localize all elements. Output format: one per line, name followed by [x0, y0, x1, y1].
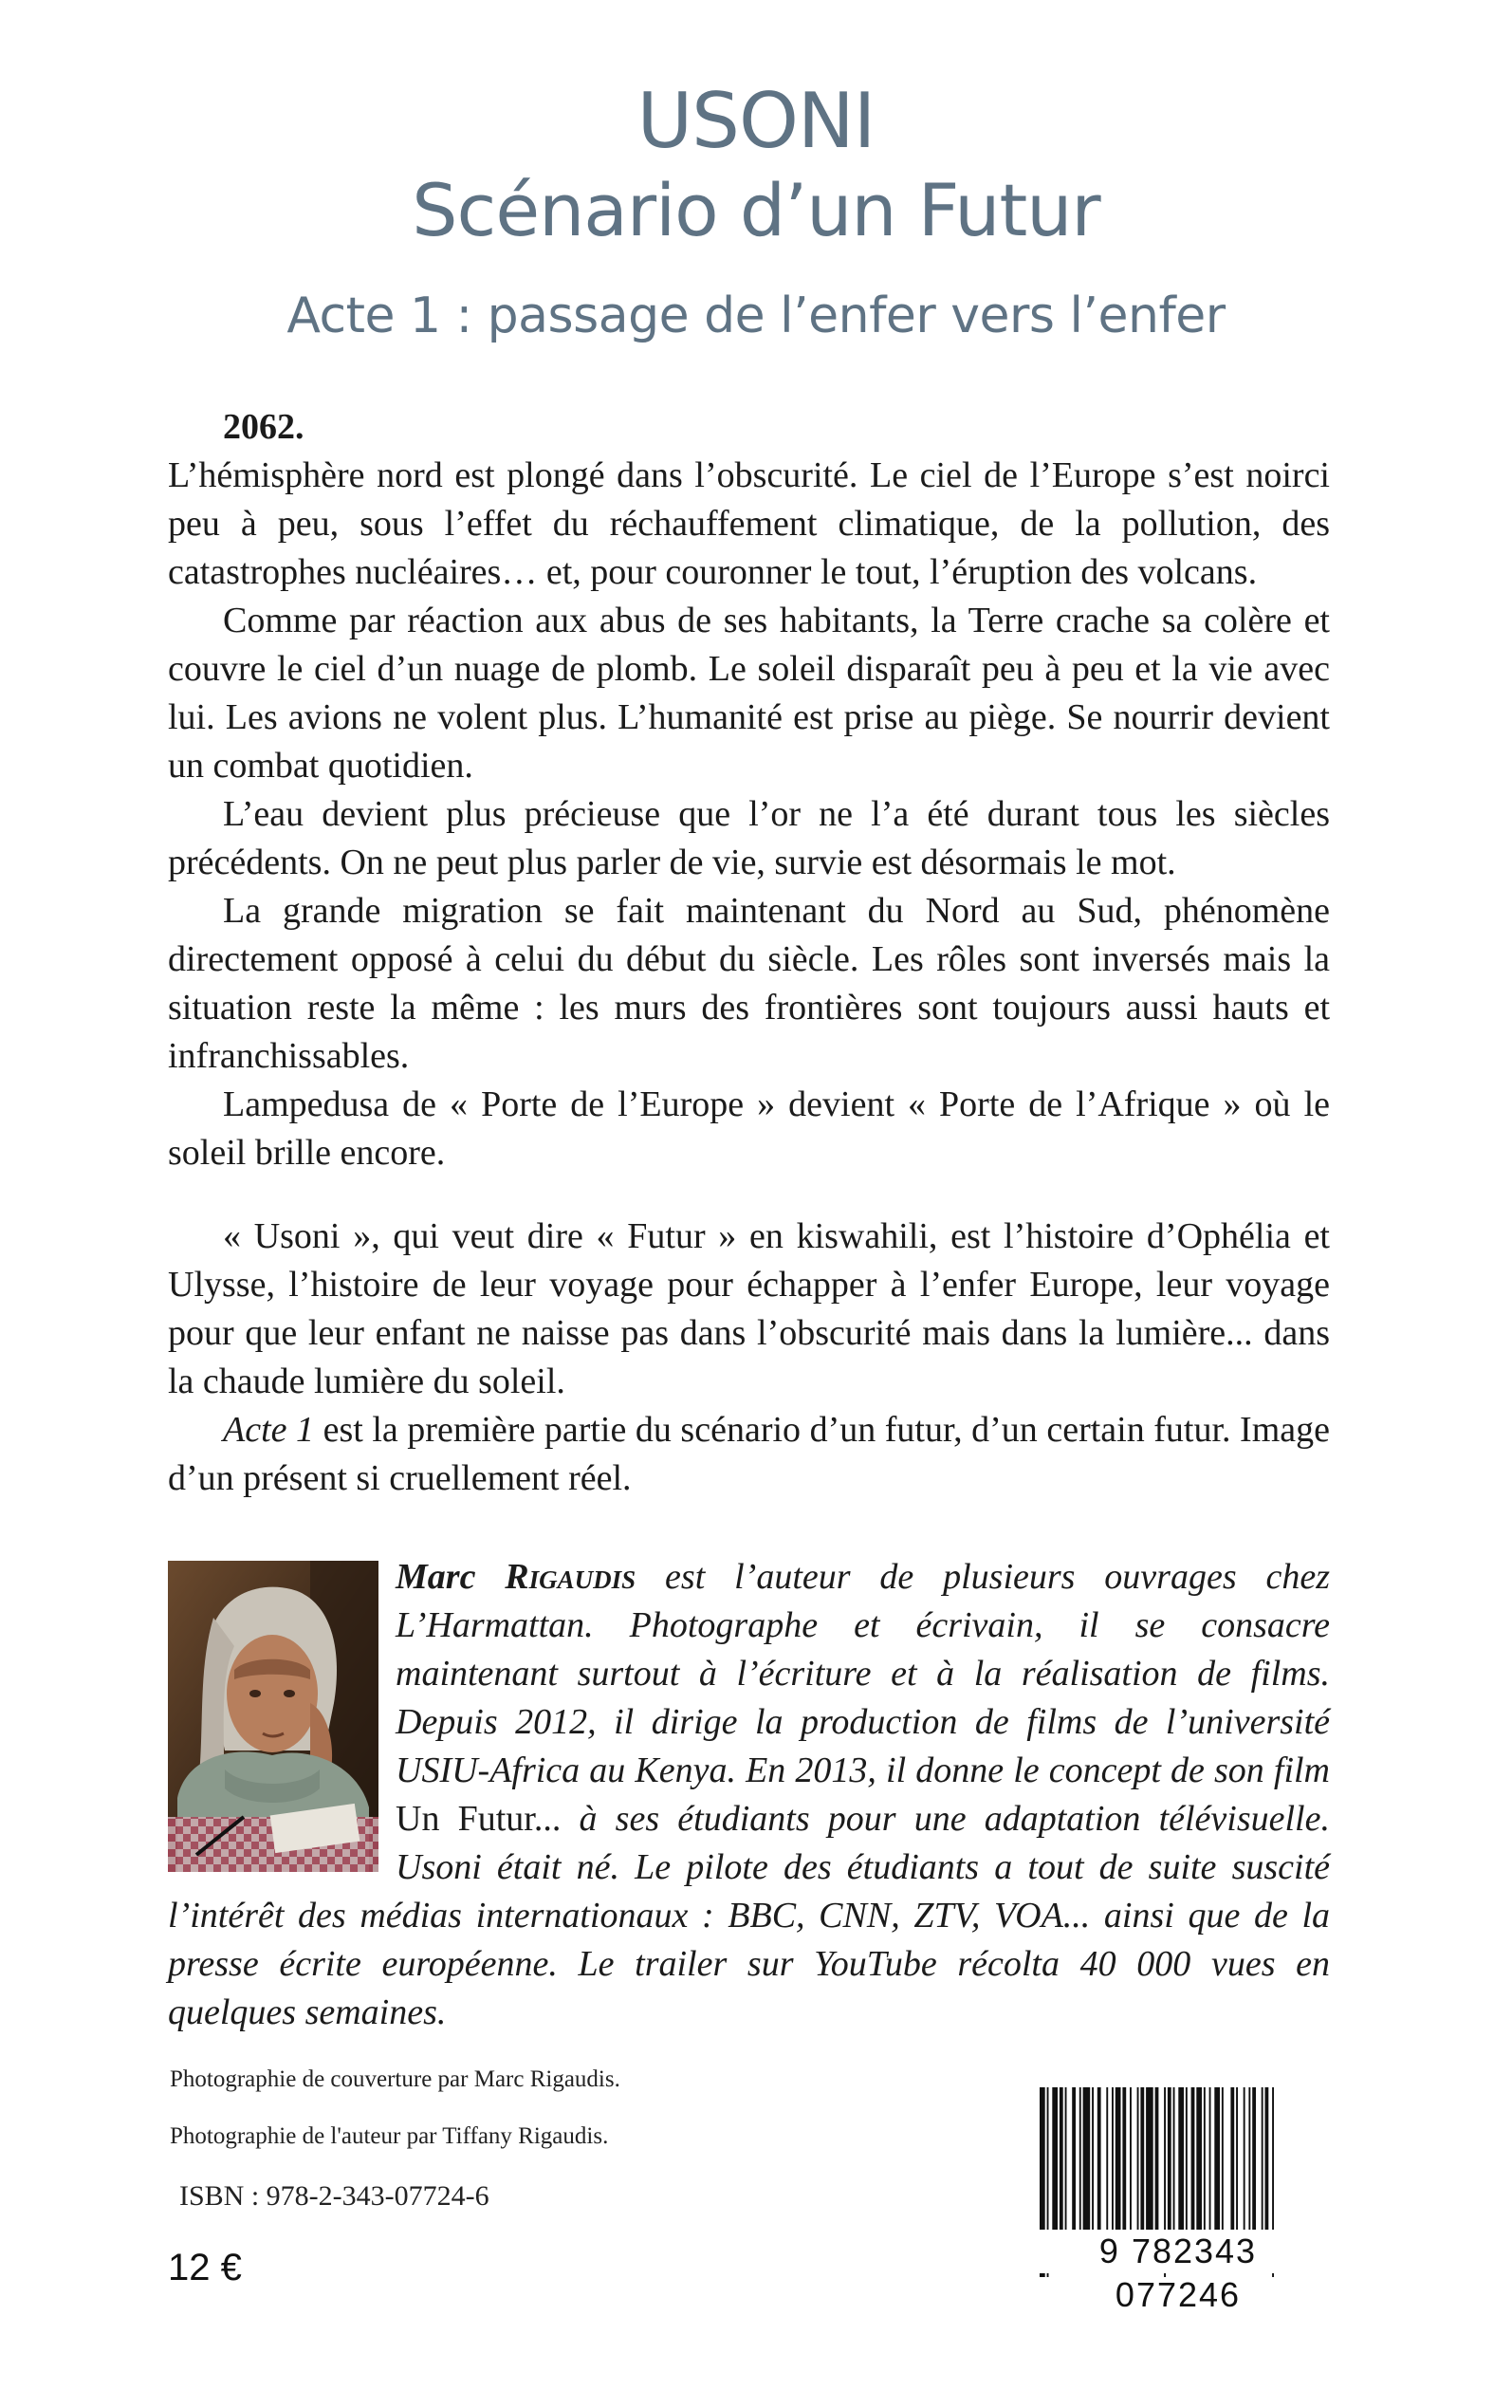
barcode-bar	[1137, 2087, 1139, 2230]
story-paragraph-2	[168, 1406, 1330, 1503]
barcode-bar	[1196, 2087, 1202, 2230]
barcode-bar	[1112, 2087, 1114, 2230]
story-paragraph-1: « Usoni », qui veut dire « Futur » en kiswahili, est l’histoire d’Ophélia et Ulysse, l’histoire de leur voyage pour échapper à l’enfer Europe, leur voyage pour que leur enfant ne naisse pas dans l’obscurité mais dans la lumière... dans la chaude lumière du soleil.	[168, 1216, 1330, 1401]
author-photo-credit: Photographie de l'auteur par Tiffany Rigaudis.	[170, 2123, 609, 2149]
author-name	[396, 1557, 636, 1597]
intro-paragraph-4: La grande migration se fait maintenant du Nord au Sud, phénomène directement opposé à celui du début du siècle. Les rôles sont inversés mais la situation reste la même : les murs des frontières sont toujours aussi hauts et infranchissables.	[168, 891, 1330, 1076]
barcode-bar	[1155, 2087, 1159, 2230]
intro-paragraph-1: L’hémisphère nord est plongé dans l’obscurité. Le ciel de l’Europe s’est noirci peu à peu, sous l’effet du réchauffement climatique, de la pollution, des catastrophes nucléaires… et, pour couronner le tout, l’éruption des volcans.	[168, 455, 1330, 592]
barcode-bar	[1072, 2087, 1076, 2230]
story-paragraph-2-text: est la première partie du scénario d’un futur, d’un certain futur. Image d’un présent si cruellement réel.	[168, 1410, 1330, 1498]
barcode-bar	[1083, 2087, 1091, 2230]
bio-text-a: est l’auteur de plusieurs ouvrages chez L’Harmattan. Photographe et écrivain, il se consacre maintenant surtout à l’écriture et à la réalisation de films. Depuis 2012, il dirige la production de films de l’université USIU-Africa au Kenya. En 2013, il donne le concept de son film	[396, 1557, 1330, 1790]
barcode-bar	[1204, 2087, 1206, 2230]
barcode-bar	[1065, 2087, 1067, 2230]
barcode-bar	[1106, 2087, 1108, 2230]
barcode-bar	[1222, 2087, 1224, 2230]
book-title-line2: Scénario d’un Futur	[412, 168, 1100, 252]
barcode-bar	[1262, 2087, 1263, 2230]
book-title: USONI	[636, 77, 876, 165]
barcode-bar	[1173, 2087, 1175, 2230]
price: 12 €	[168, 2247, 242, 2288]
barcode-bar	[1052, 2087, 1058, 2230]
barcode-bar	[1186, 2087, 1188, 2230]
intro-section	[168, 403, 1330, 1177]
barcode-number: 9 782343 077246	[1038, 2230, 1318, 2273]
act-title: Acte 1	[223, 1410, 315, 1450]
barcode-bar	[1140, 2087, 1144, 2230]
bio-text-b: à ses étudiants pour une adaptation télévisuelle. Usoni était né. Le pilote des étudiants a tout de suite suscité l’intérêt des médias internationaux : BBC, CNN, ZTV, VOA... ainsi que de la presse écrite européenne. Le trailer sur YouTube récolta 40 000 vues en quelques semaines.	[168, 1799, 1330, 2032]
intro-paragraph-3: L’eau devient plus précieuse que l’or ne l’a été durant tous les siècles précédents. On ne peut plus parler de vie, survie est désormais le mot.	[168, 794, 1330, 882]
barcode-bar	[1122, 2087, 1126, 2230]
cover-photo-credit: Photographie de couverture par Marc Rigaudis.	[170, 2066, 620, 2092]
title-block	[0, 76, 1512, 349]
barcode-bar	[1130, 2087, 1132, 2230]
barcode-bar	[1209, 2087, 1211, 2230]
author-photo	[168, 1561, 378, 1872]
year-heading: 2062.	[223, 407, 304, 447]
isbn: ISBN : 978-2-343-07724-6	[179, 2180, 489, 2212]
story-section	[168, 1213, 1330, 1503]
barcode-bar	[1097, 2087, 1101, 2230]
barcode-bar	[1248, 2087, 1250, 2230]
barcode-bar	[1265, 2087, 1269, 2230]
barcode-bar	[1244, 2087, 1245, 2230]
barcode-bar	[1252, 2087, 1256, 2230]
barcode-bar	[1230, 2087, 1234, 2230]
barcode-bar	[1178, 2087, 1184, 2230]
film-title: Un Futur...	[396, 1799, 562, 1839]
intro-paragraph-5: Lampedusa de « Porte de l’Europe » devient « Porte de l’Afrique » où le soleil brille encore.	[168, 1084, 1330, 1173]
barcode-bar	[1236, 2087, 1238, 2230]
barcode-bar	[1092, 2087, 1094, 2230]
book-subtitle: Acte 1 : passage de l’enfer vers l’enfer	[286, 287, 1226, 344]
barcode-bar	[1214, 2087, 1220, 2230]
barcode-bar	[1191, 2087, 1195, 2230]
barcode-bar	[1079, 2087, 1081, 2230]
barcode-bar	[1168, 2087, 1171, 2230]
barcode-bar	[1060, 2087, 1063, 2230]
barcode-bar	[1116, 2087, 1121, 2230]
author-last-name: Rigaudis	[505, 1557, 636, 1597]
author-first-name: Marc	[396, 1557, 506, 1597]
intro-paragraph-2: Comme par réaction aux abus de ses habitants, la Terre crache sa colère et couvre le ciel d’un nuage de plomb. Le soleil disparaît peu à peu et la vie avec lui. Les avions ne volent plus. L’humanité est prise au piège. Se nourrir devient un combat quotidien.	[168, 601, 1330, 786]
barcode-bar	[1146, 2087, 1153, 2230]
